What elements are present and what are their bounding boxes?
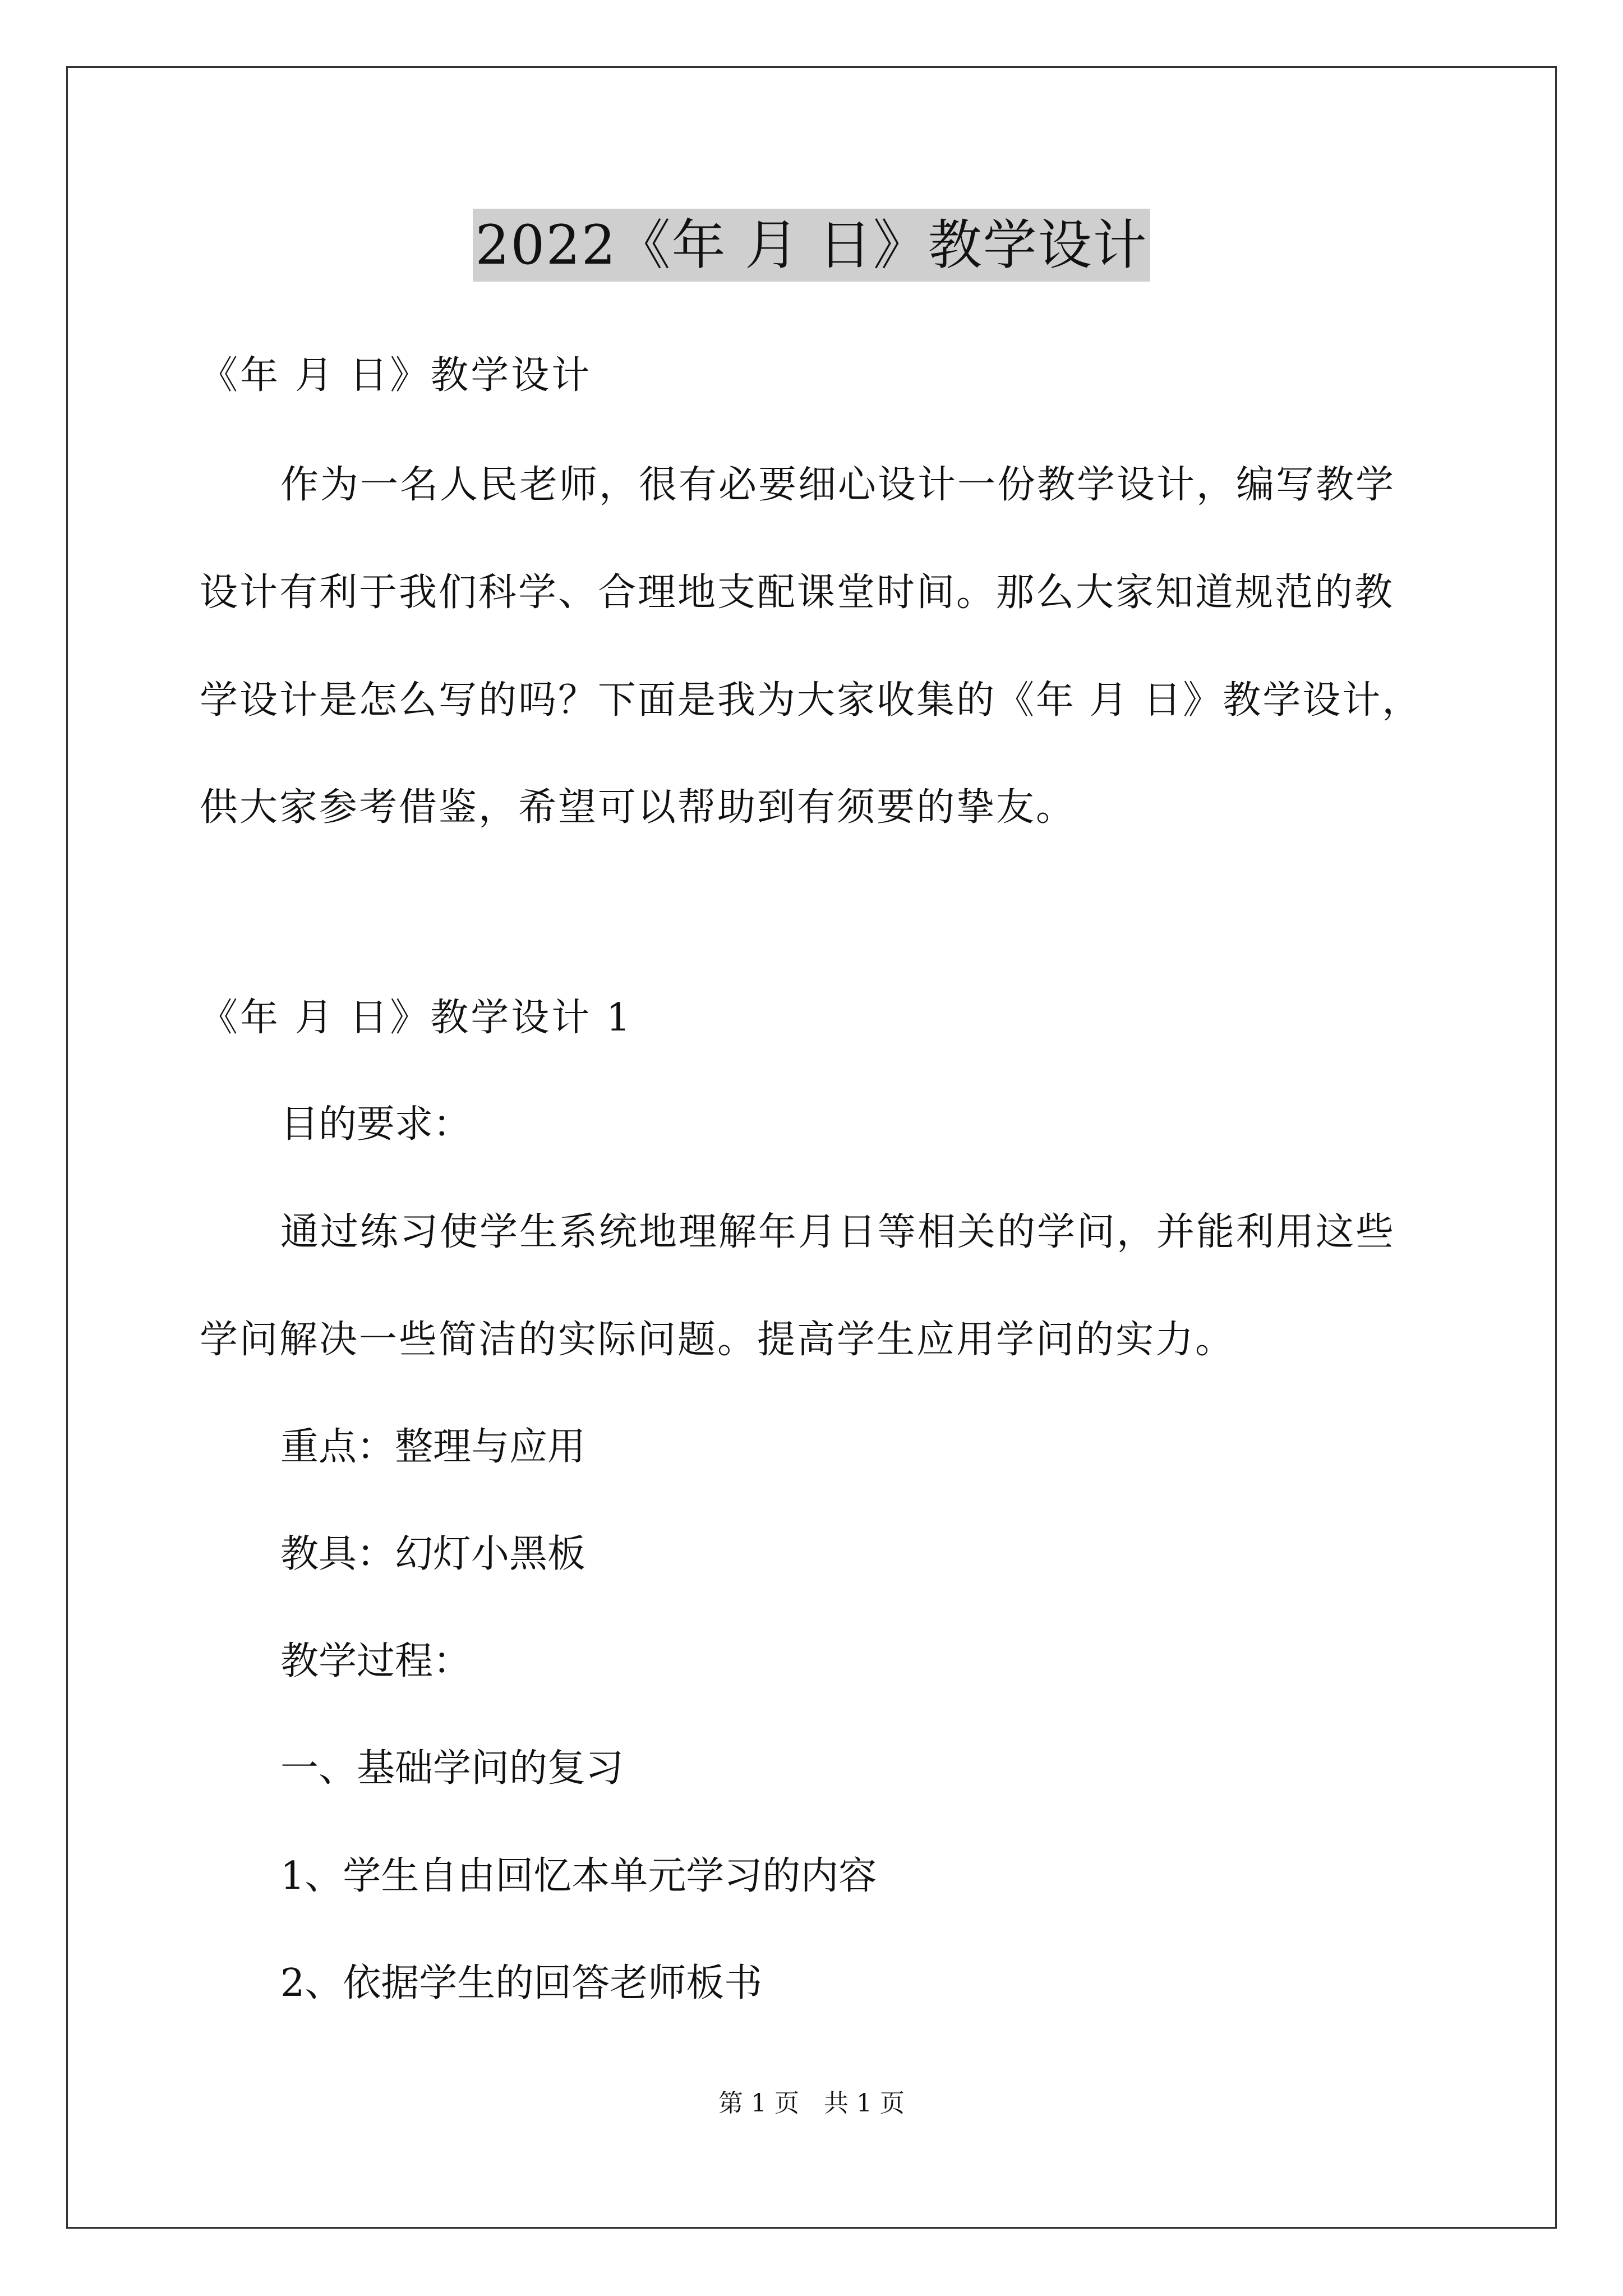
section-title: 《年 月 日》教学设计 1 (200, 996, 633, 1040)
purpose-line-2: 学问解决一些简洁的实际问题。提高学生应用学问的实力。 (200, 1318, 1235, 1362)
page-footer: 第 1 页 共 1 页 (718, 2089, 905, 2118)
document-title: 2022《年 月 日》教学设计 (473, 209, 1150, 282)
intro-line-3: 学设计是怎么写的吗？下面是我为大家收集的《年 月 日》教学设计， (200, 678, 1422, 723)
intro-line-1: 作为一名人民老师，很有必要细心设计一份教学设计，编写教学 (280, 463, 1396, 507)
title-container (0, 209, 1623, 282)
key-point: 重点：整理与应用 (280, 1425, 586, 1469)
process-heading: 教学过程： (280, 1639, 472, 1683)
teaching-aids: 教具：幻灯小黑板 (280, 1532, 586, 1576)
intro-line-2: 设计有利于我们科学、合理地支配课堂时间。那么大家知道规范的教 (200, 570, 1395, 615)
list-item-2: 2、依据学生的回答老师板书 (280, 1961, 763, 2005)
purpose-line-1: 通过练习使学生系统地理解年月日等相关的学问，并能利用这些 (280, 1210, 1396, 1254)
purpose-heading: 目的要求： (280, 1102, 472, 1147)
step-one: 一、基础学问的复习 (280, 1746, 624, 1791)
list-item-1: 1、学生自由回忆本单元学习的内容 (280, 1854, 877, 1898)
intro-line-4: 供大家参考借鉴，希望可以帮助到有须要的挚友。 (200, 785, 1076, 830)
document-subtitle: 《年 月 日》教学设计 (200, 353, 592, 398)
